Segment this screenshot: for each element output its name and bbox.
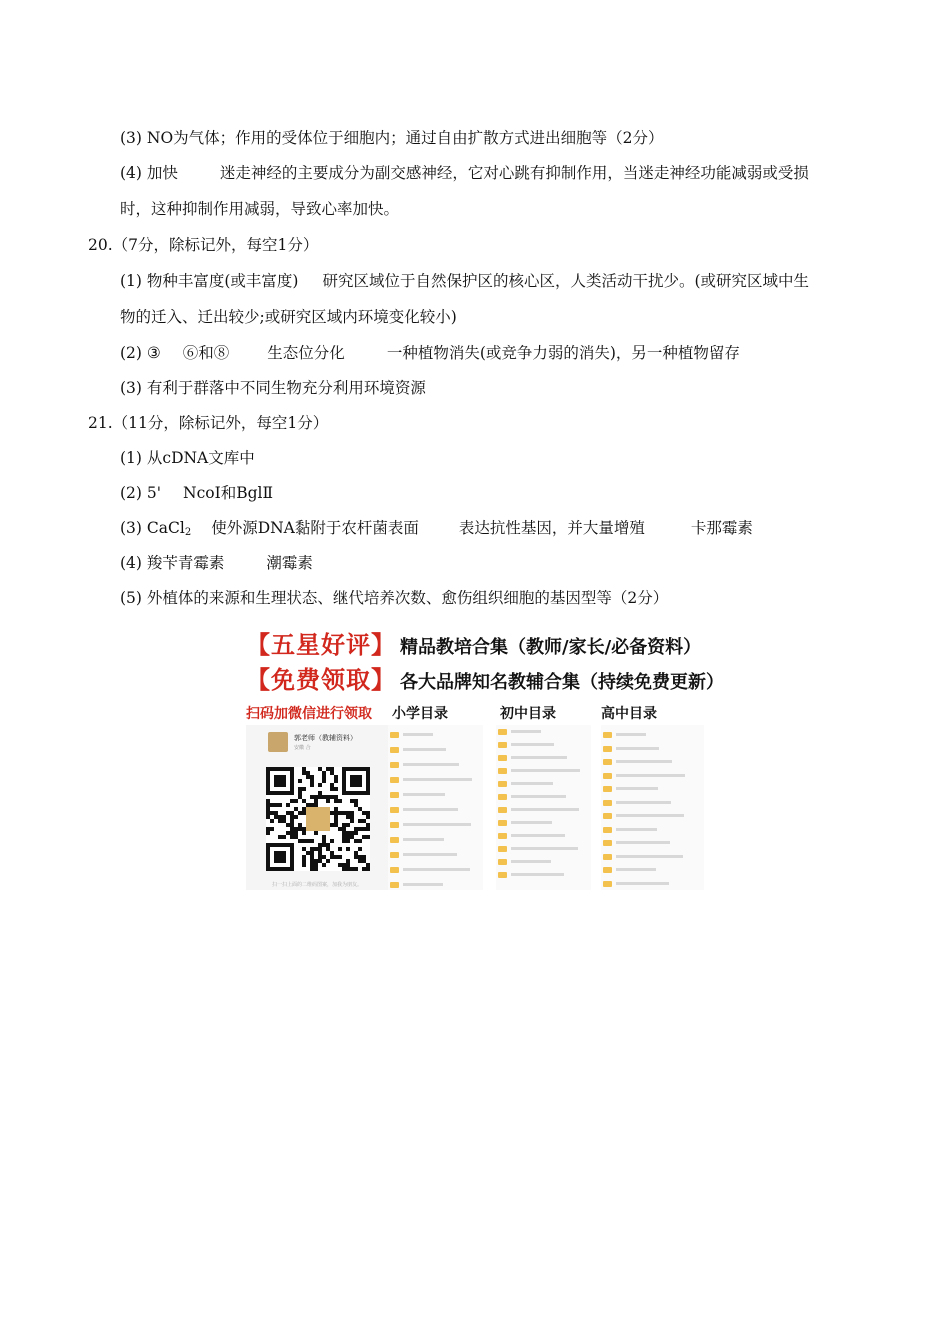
card-location: 安徽 合 [294, 745, 311, 751]
answer-21-4 [120, 553, 313, 573]
folder-icon [390, 867, 399, 873]
answer-20-2-c: 生态位分化 [267, 344, 345, 362]
folder-name-placeholder [511, 821, 552, 824]
folder-icon [498, 820, 507, 826]
folder-icon [498, 742, 507, 748]
folder-name-placeholder [403, 883, 443, 886]
folder-name-placeholder [616, 841, 670, 844]
folder-icon [498, 768, 507, 774]
scan-label: 扫码加微信进行领取 [246, 706, 372, 722]
folder-name-placeholder [616, 760, 672, 763]
answer-20-1-line1 [120, 271, 809, 291]
folder-name-placeholder [403, 763, 459, 766]
folder-name-placeholder [403, 808, 458, 811]
folder-name-placeholder [616, 801, 671, 804]
answer-21-3 [120, 518, 753, 543]
folder-name-placeholder [616, 814, 684, 817]
promo-headline-1-text: 精品教培合集（教师/家长/必备资料） [400, 637, 702, 658]
folder-name-placeholder [403, 823, 471, 826]
folder-icon [390, 807, 399, 813]
folder-icon [498, 872, 507, 878]
promo-tag-five-star: 【五星好评】 [246, 631, 396, 659]
answer-21-3-c: 表达抗性基因，并大量增殖 [458, 519, 645, 537]
folder-name-placeholder [403, 838, 444, 841]
folder-name-placeholder [511, 730, 541, 733]
folder-name-placeholder [616, 733, 646, 736]
folder-icon [390, 747, 399, 753]
folder-name-placeholder [511, 808, 579, 811]
answer-21-5: (5) 外植体的来源和生理状态、继代培养次数、愈伤组织细胞的基因型等（2分） [120, 589, 669, 607]
folder-name-placeholder [403, 793, 445, 796]
folder-name-placeholder [511, 795, 566, 798]
answer-19-4-line1 [120, 163, 809, 183]
folder-icon [603, 867, 612, 873]
question-20-heading: 20.（7分，除标记外，每空1分） [88, 236, 319, 254]
answer-20-1-a: (1) 物种丰富度(或丰富度) [120, 272, 299, 290]
answer-21-3-d: 卡那霉素 [690, 519, 753, 537]
folder-name-placeholder [403, 748, 446, 751]
answer-21-3-subscript: 2 [184, 527, 192, 538]
answer-20-1-b: 研究区域位于自然保护区的核心区，人类活动干扰少。(或研究区域中生 [322, 272, 810, 290]
answer-19-4-text: 迷走神经的主要成分为副交感神经，它对心跳有抑制作用，当迷走神经功能减弱或受损 [219, 164, 809, 182]
avatar [268, 732, 288, 752]
answer-20-2-a: (2) ③ [120, 344, 161, 362]
folder-icon [498, 781, 507, 787]
promo-banner [246, 625, 724, 890]
high-catalog [601, 725, 704, 890]
folder-icon [390, 882, 399, 888]
answer-21-2 [120, 483, 273, 503]
folder-name-placeholder [616, 868, 656, 871]
answer-20-1-line2: 物的迁入、迁出较少;或研究区域内环境变化较小) [120, 308, 457, 326]
middle-catalog [496, 725, 591, 890]
folder-name-placeholder [403, 868, 470, 871]
answer-21-4-a: (4) 羧苄青霉素 [120, 554, 225, 572]
primary-catalog [388, 725, 483, 890]
folder-icon [498, 729, 507, 735]
folder-name-placeholder [616, 828, 657, 831]
folder-icon [390, 852, 399, 858]
folder-icon [603, 800, 612, 806]
folder-icon [390, 732, 399, 738]
folder-icon [603, 827, 612, 833]
promo-headline-2-text: 各大品牌知名教辅合集（持续免费更新） [400, 672, 724, 693]
answer-19-4-label: (4) 加快 [120, 164, 178, 182]
folder-icon [603, 840, 612, 846]
folder-icon [603, 746, 612, 752]
folder-name-placeholder [511, 834, 565, 837]
middle-catalog-title: 初中目录 [500, 706, 556, 722]
answer-21-4-b: 潮霉素 [266, 554, 313, 572]
folder-name-placeholder [616, 787, 658, 790]
folder-icon [603, 786, 612, 792]
folder-name-placeholder [511, 860, 551, 863]
folder-icon [603, 854, 612, 860]
folder-name-placeholder [616, 747, 659, 750]
folder-name-placeholder [511, 782, 553, 785]
card-footer: 扫一扫上面的二维码图案，加我为朋友。 [272, 882, 363, 888]
answer-21-3-b: 使外源DNA黏附于农杆菌表面 [211, 519, 419, 537]
question-21-heading: 21.（11分，除标记外，每空1分） [88, 414, 329, 432]
folder-icon [390, 837, 399, 843]
folder-icon [498, 859, 507, 865]
folder-name-placeholder [616, 774, 685, 777]
qr-code-icon[interactable] [266, 767, 370, 871]
high-catalog-title: 高中目录 [601, 706, 657, 722]
answer-21-2-a: (2) 5' [120, 484, 162, 502]
answer-21-3-a: (3) CaCl [120, 519, 185, 537]
answer-20-2-d: 一种植物消失(或竞争力弱的消失)，另一种植物留存 [386, 344, 740, 362]
folder-icon [498, 794, 507, 800]
folder-name-placeholder [511, 743, 554, 746]
answer-19-4-line2: 时，这种抑制作用减弱，导致心率加快。 [120, 200, 400, 218]
folder-icon [498, 846, 507, 852]
folder-name-placeholder [403, 853, 457, 856]
folder-name-placeholder [511, 873, 564, 876]
answer-21-2-b: NcoI和BglⅡ [183, 484, 274, 502]
folder-name-placeholder [511, 756, 567, 759]
folder-name-placeholder [403, 733, 433, 736]
answer-21-1: (1) 从cDNA文库中 [120, 449, 255, 467]
folder-icon [390, 792, 399, 798]
answer-20-2 [120, 343, 740, 363]
folder-icon [498, 807, 507, 813]
folder-name-placeholder [403, 778, 472, 781]
primary-catalog-title: 小学目录 [392, 706, 448, 722]
folder-icon [390, 777, 399, 783]
answer-20-2-b: ⑥和⑧ [182, 344, 230, 362]
promo-tag-free: 【免费领取】 [246, 666, 396, 694]
wechat-card [246, 725, 388, 890]
folder-icon [603, 813, 612, 819]
folder-name-placeholder [511, 847, 578, 850]
folder-icon [603, 881, 612, 887]
folder-icon [390, 762, 399, 768]
folder-icon [603, 773, 612, 779]
folder-icon [603, 732, 612, 738]
answer-20-3: (3) 有利于群落中不同生物充分利用环境资源 [120, 379, 426, 397]
folder-name-placeholder [511, 769, 580, 772]
card-name: 郭老师（教辅资料） [294, 734, 357, 742]
promo-headline-2 [246, 660, 724, 692]
folder-name-placeholder [616, 882, 669, 885]
folder-icon [498, 833, 507, 839]
answer-19-3: (3) NO为气体；作用的受体位于细胞内；通过自由扩散方式进出细胞等（2分） [120, 129, 664, 147]
folder-icon [603, 759, 612, 765]
folder-name-placeholder [616, 855, 683, 858]
folder-icon [390, 822, 399, 828]
folder-icon [498, 755, 507, 761]
promo-headline-1 [246, 625, 701, 657]
